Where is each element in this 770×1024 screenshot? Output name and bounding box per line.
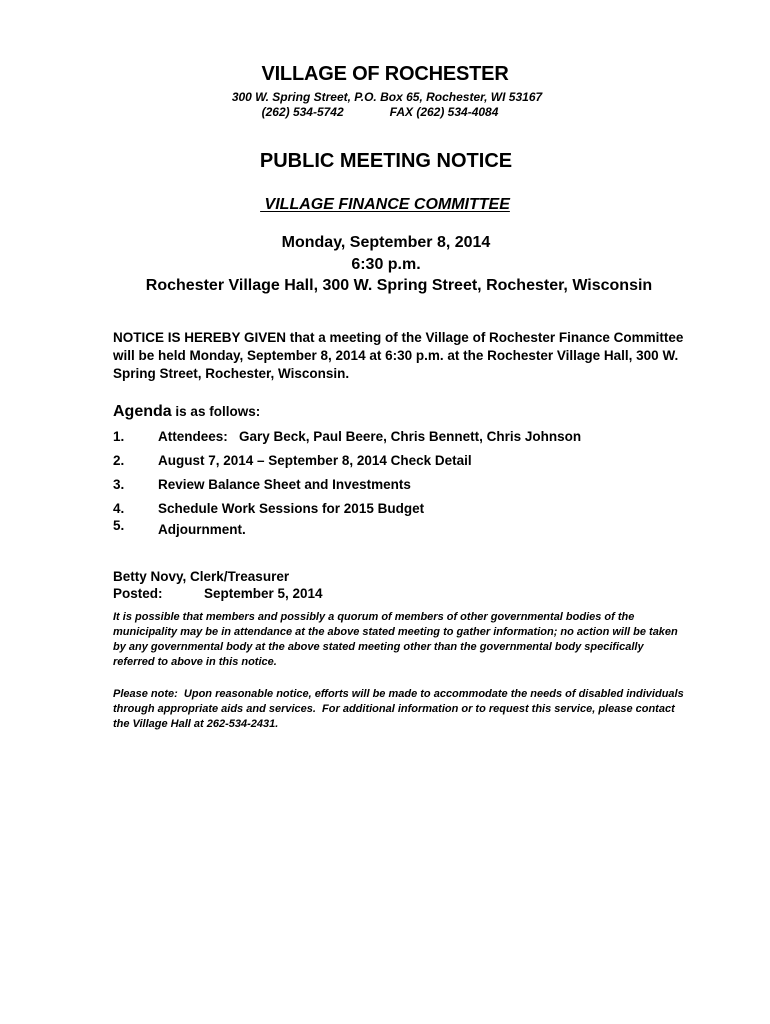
agenda-item-number: 2.: [113, 453, 125, 468]
clerk-signature: Betty Novy, Clerk/Treasurer: [113, 569, 290, 584]
accessibility-note: Please note: Upon reasonable notice, efforts will be made to accommodate the needs of disabled individuals through appropriate aids and services. For additional information or to request this service, please contact the Village Hall at 262-534-2431.: [113, 688, 687, 730]
agenda-intro-text: is as follows:: [171, 404, 261, 419]
agenda-heading: [113, 402, 260, 422]
agenda-label: Agenda: [113, 403, 172, 420]
village-fax: FAX (262) 534-4084: [389, 105, 499, 119]
village-contact-line: [0, 105, 765, 120]
posted-date: September 5, 2014: [204, 586, 323, 601]
meeting-location: Rochester Village Hall, 300 W. Spring Street, Rochester, Wisconsin: [145, 277, 653, 294]
village-address: 300 W. Spring Street, P.O. Box 65, Rochester, WI 53167: [231, 90, 543, 104]
agenda-item-text: Review Balance Sheet and Investments: [158, 477, 411, 492]
agenda-item-text: August 7, 2014 – September 8, 2014 Check Detail: [158, 453, 472, 468]
agenda-item-number: 4.: [113, 501, 125, 516]
agenda-item-text: Attendees: Gary Beck, Paul Beere, Chris Bennett, Chris Johnson: [158, 429, 582, 444]
meeting-time: 6:30 p.m.: [351, 256, 421, 273]
agenda-item-number: 5.: [113, 518, 125, 533]
agenda-item-number: 3.: [113, 477, 125, 492]
agenda-item-text: Schedule Work Sessions for 2015 Budget: [158, 501, 425, 516]
notice-heading: PUBLIC MEETING NOTICE: [259, 150, 513, 172]
posted-label: Posted:: [113, 586, 163, 601]
agenda-item-text: Adjournment.: [158, 522, 246, 537]
agenda-item-number: 1.: [113, 429, 125, 444]
quorum-disclaimer: It is possible that members and possibly a quorum of members of other governmental bodies of the municipality may be in attendance at the above stated meeting to gather information; no action will be taken by any governmental body at the above stated meeting other than the governmental body specifically referred to above in this notice.: [113, 611, 678, 668]
notice-body-paragraph: NOTICE IS HEREBY GIVEN that a meeting of the Village of Rochester Finance Committee will be held Monday, September 8, 2014 at 6:30 p.m. at the Rochester Village Hall, 300 W. Spring Street, Rochester, Wisconsin.: [113, 330, 684, 381]
meeting-date: Monday, September 8, 2014: [281, 234, 491, 251]
posted-line: [113, 585, 323, 603]
village-phone: (262) 534-5742: [261, 105, 344, 119]
committee-name: VILLAGE FINANCE COMMITTEE: [260, 196, 510, 213]
village-title: VILLAGE OF ROCHESTER: [261, 63, 509, 85]
